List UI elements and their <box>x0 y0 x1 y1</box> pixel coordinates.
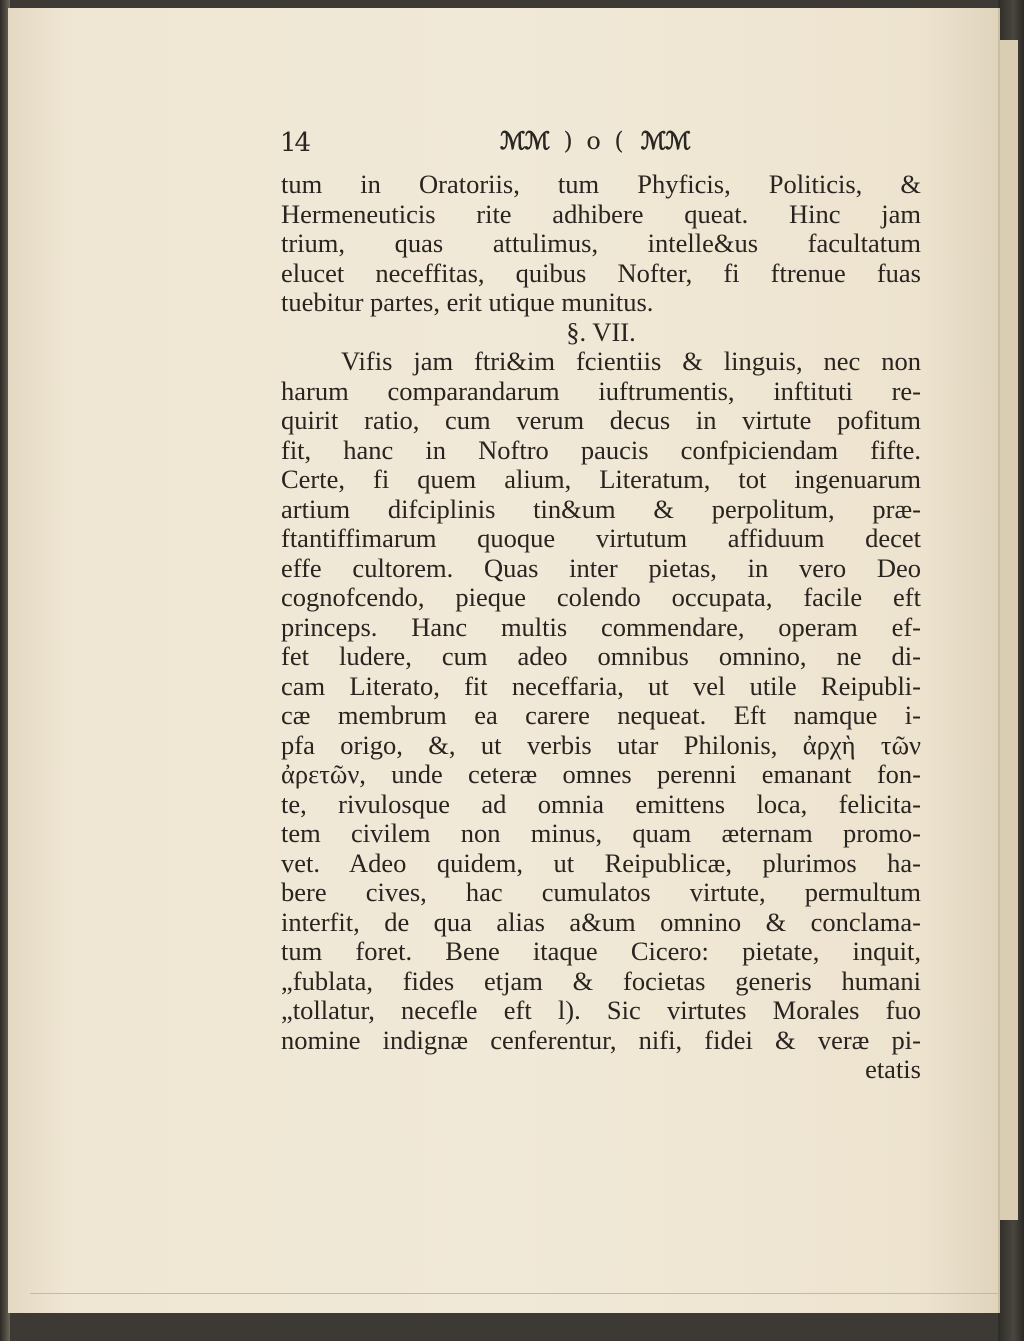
text-line: tum in Oratoriis, tum Phyficis, Politicis, & <box>281 169 921 199</box>
page-header <box>280 122 920 162</box>
ornament-left-flourish: ℳℳ <box>500 126 550 155</box>
text-line: cæ membrum ea carere nequeat. Eft namque i- <box>281 700 921 730</box>
text-line: elucet neceffitas, quibus Nofter, fi ftrenue fuas <box>281 257 921 288</box>
text-line: princeps. Hanc multis commendare, operam ef- <box>281 611 921 642</box>
text-line: Hermeneuticis rite adhibere queat. Hinc jam <box>281 198 921 229</box>
text-line: harum comparandarum iuftrumentis, inftituti re- <box>281 375 921 406</box>
page-number: 14 <box>280 128 310 158</box>
catchword: etatis <box>865 1054 921 1084</box>
text-line: „fublata, fides etjam & focietas generis humani <box>281 965 921 996</box>
text-line: fit, hanc in Noftro paucis confpiciendam fifte. <box>281 434 921 465</box>
header-ornament <box>500 126 690 155</box>
text-line: „tollatur, necefle eft l). Sic virtutes Morales fuo <box>281 995 921 1025</box>
text-line: tem civilem non minus, quam æternam promo- <box>281 818 921 848</box>
text-line: tuebitur partes, erit utique munitus. <box>281 287 654 317</box>
text-line: artium difciplinis tin&um & perpolitum, præ- <box>281 493 921 524</box>
text-line: nomine indignæ cenferentur, nifi, fidei & veræ pi- <box>281 1024 921 1055</box>
text-line: ἀρετῶν, unde ceteræ omnes perenni emanant fon- <box>281 759 921 789</box>
text-line: fet ludere, cum adeo omnibus omnino, ne di- <box>281 641 921 671</box>
text-line: vet. Adeo quidem, ut Reipublicæ, plurimos ha- <box>281 847 921 878</box>
ornament-center: ) o ( <box>563 127 627 155</box>
text-line: cognofcendo, pieque colendo occupata, facile eft <box>281 582 921 612</box>
next-page-edge <box>998 0 1024 1341</box>
section-heading: §. VII. <box>566 316 636 347</box>
text-line: te, rivulosque ad omnia emittens loca, felicita- <box>281 788 921 819</box>
text-line: effe cultorem. Quas inter pietas, in vero Deo <box>281 552 921 583</box>
text-line: bere cives, hac cumulatos virtute, permultum <box>281 877 921 907</box>
body-text <box>281 170 921 1085</box>
text-line: tum foret. Bene itaque Cicero: pietate, inquit, <box>281 936 921 966</box>
text-line: pfa origo, &, ut verbis utar Philonis, ἀρχὴ τῶν <box>281 729 921 760</box>
ornament-right-flourish: ℳℳ <box>640 126 691 155</box>
text-line: quirit ratio, cum verum decus in virtute pofitum <box>281 405 921 435</box>
text-line: trium, quas attulimus, intelle&us facultatum <box>281 228 921 258</box>
text-line: Vifis jam ftri&im fcientiis & linguis, nec non <box>341 346 921 376</box>
text-line: ftantiffimarum quoque virtutum affiduum decet <box>281 523 921 553</box>
text-line: cam Literato, fit neceffaria, ut vel utile Reipubli- <box>281 670 921 701</box>
text-line: interfit, de qua alias a&um omnino & conclama- <box>281 906 921 937</box>
text-line: Certe, fi quem alium, Literatum, tot ingenuarum <box>281 464 921 494</box>
